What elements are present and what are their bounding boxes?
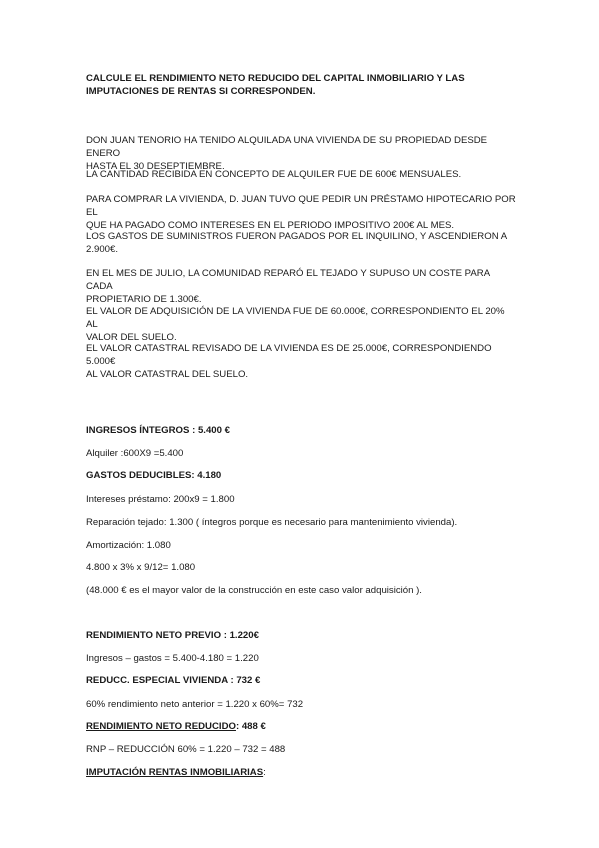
- imputacion-heading-label: IMPUTACIÓN RENTAS INMOBILIARIAS: [86, 767, 264, 778]
- statement-line: DON JUAN TENORIO HA TENIDO ALQUILADA UNA VIVIENDA DE SU PROPIEDAD DESDE ENERO: [86, 135, 488, 159]
- heading-line-2: IMPUTACIONES DE RENTAS SI CORRESPONDEN.: [86, 86, 316, 97]
- imputacion-heading: [86, 766, 516, 779]
- ingresos-heading: INGRESOS ÍNTEGROS : 5.400 €: [86, 425, 230, 436]
- rnr-heading-value: : 488 €: [235, 721, 266, 732]
- heading-line-1: CALCULE EL RENDIMIENTO NETO REDUCIDO DEL CAPITAL INMOBILIARIO Y LAS: [86, 73, 465, 84]
- rnp-heading: RENDIMIENTO NETO PREVIO : 1.220€: [86, 630, 259, 641]
- statement-line: VALOR DEL SUELO.: [86, 332, 177, 343]
- statement-line: EN EL MES DE JULIO, LA COMUNIDAD REPARÓ EL TEJADO Y SUPUSO UN COSTE PARA CADA: [86, 268, 490, 292]
- intereses-line: Intereses préstamo: 200x9 = 1.800: [86, 494, 235, 505]
- statement-line: LOS GASTOS DE SUMINISTROS FUERON PAGADOS POR EL INQUILINO, Y ASCENDIERON A: [86, 231, 508, 242]
- exercise-heading: [86, 72, 516, 98]
- amortizacion-line: Amortización: 1.080: [86, 540, 171, 551]
- gastos-heading: GASTOS DEDUCIBLES: 4.180: [86, 470, 222, 481]
- statement-line: EL VALOR CATASTRAL REVISADO DE LA VIVIENDA ES DE 25.000€, CORRESPONDIENDO 5.000€: [86, 343, 492, 367]
- statement-line: AL VALOR CATASTRAL DEL SUELO.: [86, 369, 249, 380]
- statement-line: PARA COMPRAR LA VIVIENDA, D. JUAN TUVO QUE PEDIR UN PRÉSTAMO HIPOTECARIO POR EL: [86, 194, 516, 218]
- reparacion-line: Reparación tejado: 1.300 ( íntegros porque es necesario para mantenimiento vivienda).: [86, 517, 458, 528]
- rnr-heading: [86, 720, 516, 733]
- reduccion-heading: REDUCC. ESPECIAL VIVIENDA : 732 €: [86, 675, 261, 686]
- alquiler-line: Alquiler :600X9 =5.400: [86, 448, 184, 459]
- reduccion-calc-line: 60% rendimiento neto anterior = 1.220 x 60%= 732: [86, 699, 304, 710]
- statement-paragraph-3: [86, 193, 516, 232]
- statement-paragraph-4: [86, 230, 516, 256]
- statement-paragraph-6: [86, 305, 516, 344]
- statement-line: PROPIETARIO DE 1.300€.: [86, 294, 202, 305]
- amortizacion-note-line: (48.000 € es el mayor valor de la construcción en este caso valor adquisición ).: [86, 585, 422, 596]
- imputacion-heading-colon: :: [263, 767, 266, 778]
- rnr-calc-line: RNP – REDUCCIÓN 60% = 1.220 – 732 = 488: [86, 744, 286, 755]
- statement-paragraph-5: [86, 267, 516, 306]
- statement-line: QUE HA PAGADO COMO INTERESES EN EL PERIODO IMPOSITIVO 200€ AL MES.: [86, 220, 455, 231]
- rnp-calc-line: Ingresos – gastos = 5.400-4.180 = 1.220: [86, 653, 259, 664]
- amortizacion-calc-line: 4.800 x 3% x 9/12= 1.080: [86, 562, 196, 573]
- statement-line: 2.900€.: [86, 244, 119, 255]
- statement-line: HASTA EL 30 DESEPTIEMBRE.: [86, 161, 225, 172]
- statement-paragraph-7: [86, 342, 516, 381]
- statement-paragraph-2: LA CANTIDAD RECIBIDA EN CONCEPTO DE ALQUILER FUE DE 600€ MENSUALES.: [86, 169, 462, 180]
- statement-line: EL VALOR DE ADQUISICIÓN DE LA VIVIENDA FUE DE 60.000€, CORRESPONDIENTO EL 20% AL: [86, 306, 505, 330]
- rnr-heading-label: RENDIMIENTO NETO REDUCIDO: [86, 721, 236, 732]
